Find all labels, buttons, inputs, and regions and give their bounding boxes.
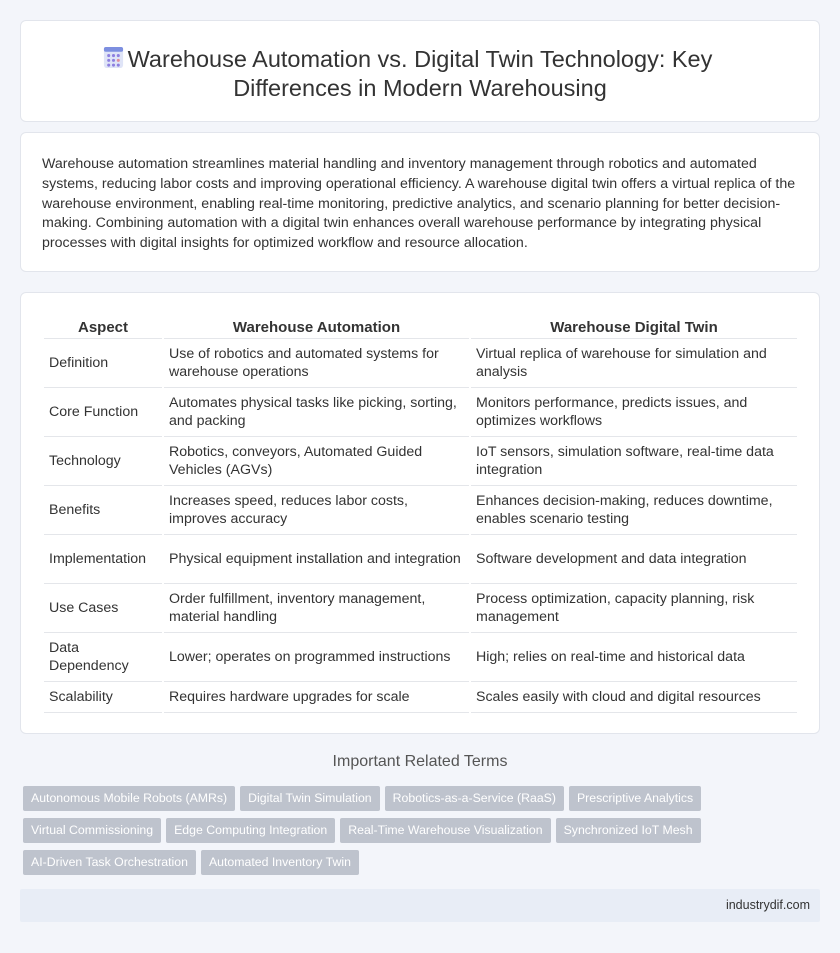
summary-card — [20, 132, 820, 272]
comparison-table — [42, 315, 799, 713]
table-row — [44, 339, 797, 388]
cell-aspect: Use Cases — [44, 584, 162, 633]
cell-aspect: Benefits — [44, 486, 162, 535]
cell-aspect: Data Dependency — [44, 633, 162, 682]
related-terms-row — [23, 818, 723, 850]
table-row — [44, 486, 797, 535]
cell-automation: Lower; operates on programmed instructions — [164, 633, 469, 682]
related-term-tag[interactable]: Robotics-as-a-Service (RaaS) — [385, 786, 564, 811]
cell-aspect: Implementation — [44, 535, 162, 584]
cell-automation: Physical equipment installation and integration — [164, 535, 469, 584]
cell-aspect: Technology — [44, 437, 162, 486]
related-term-tag[interactable]: Automated Inventory Twin — [201, 850, 359, 875]
page-title — [21, 45, 819, 103]
cell-digital-twin: Enhances decision-making, reduces downtime, enables scenario testing — [471, 486, 797, 535]
table-row — [44, 682, 797, 713]
related-term-tag[interactable]: Synchronized IoT Mesh — [556, 818, 701, 843]
related-terms-row — [23, 850, 723, 882]
cell-digital-twin: Scales easily with cloud and digital resources — [471, 682, 797, 713]
cell-automation: Use of robotics and automated systems for warehouse operations — [164, 339, 469, 388]
page-title-line-1: Warehouse Automation vs. Digital Twin Technology: Key — [127, 46, 713, 72]
cell-digital-twin: Software development and data integration — [471, 535, 797, 584]
table-row — [44, 633, 797, 682]
cell-aspect: Scalability — [44, 682, 162, 713]
cell-automation: Order fulfillment, inventory management, material handling — [164, 584, 469, 633]
cell-aspect: Core Function — [44, 388, 162, 437]
cell-digital-twin: Process optimization, capacity planning, risk management — [471, 584, 797, 633]
footer-site: industrydif.com — [725, 898, 810, 912]
related-term-tag[interactable]: Edge Computing Integration — [166, 818, 335, 843]
related-term-tag[interactable]: Virtual Commissioning — [23, 818, 161, 843]
table-row — [44, 437, 797, 486]
header-aspect: Aspect — [44, 315, 162, 339]
table-row — [44, 388, 797, 437]
header-digital-twin: Warehouse Digital Twin — [471, 315, 797, 339]
cell-automation: Increases speed, reduces labor costs, improves accuracy — [164, 486, 469, 535]
cell-digital-twin: IoT sensors, simulation software, real-time data integration — [471, 437, 797, 486]
page-title-line-2: Differences in Modern Warehousing — [233, 75, 607, 101]
cell-digital-twin: Monitors performance, predicts issues, and optimizes workflows — [471, 388, 797, 437]
cell-automation: Requires hardware upgrades for scale — [164, 682, 469, 713]
table-body — [44, 339, 797, 713]
cell-digital-twin: High; relies on real-time and historical data — [471, 633, 797, 682]
cell-digital-twin: Virtual replica of warehouse for simulation and analysis — [471, 339, 797, 388]
comparison-table-card — [20, 292, 820, 734]
related-term-tag[interactable]: Digital Twin Simulation — [240, 786, 379, 811]
related-terms-list — [23, 786, 723, 882]
footer — [20, 889, 820, 922]
table-row — [44, 535, 797, 584]
header-automation: Warehouse Automation — [164, 315, 469, 339]
table-header-row — [44, 315, 797, 339]
cell-automation: Automates physical tasks like picking, sorting, and packing — [164, 388, 469, 437]
title-card — [20, 20, 820, 122]
related-term-tag[interactable]: Prescriptive Analytics — [569, 786, 701, 811]
summary-text: Warehouse automation streamlines material handling and inventory management through robotics and automated systems, reducing labor costs and improving operational efficiency. A warehouse digital twin offers a virtual replica of the warehouse environment, enabling real-time monitoring, predictive analytics, and scenario planning for better decision-making. Combining automation with a digital twin enhances overall warehouse performance by integrating physical processes with digital insights for optimized workflow and resource allocation. — [42, 156, 796, 252]
related-term-tag[interactable]: Real-Time Warehouse Visualization — [340, 818, 550, 843]
related-term-tag[interactable]: AI-Driven Task Orchestration — [23, 850, 196, 875]
cell-aspect: Definition — [44, 339, 162, 388]
related-term-tag[interactable]: Autonomous Mobile Robots (AMRs) — [23, 786, 235, 811]
related-terms-title: Important Related Terms — [332, 753, 508, 770]
table-row — [44, 584, 797, 633]
related-terms-row — [23, 786, 723, 818]
cell-automation: Robotics, conveyors, Automated Guided Vehicles (AGVs) — [164, 437, 469, 486]
